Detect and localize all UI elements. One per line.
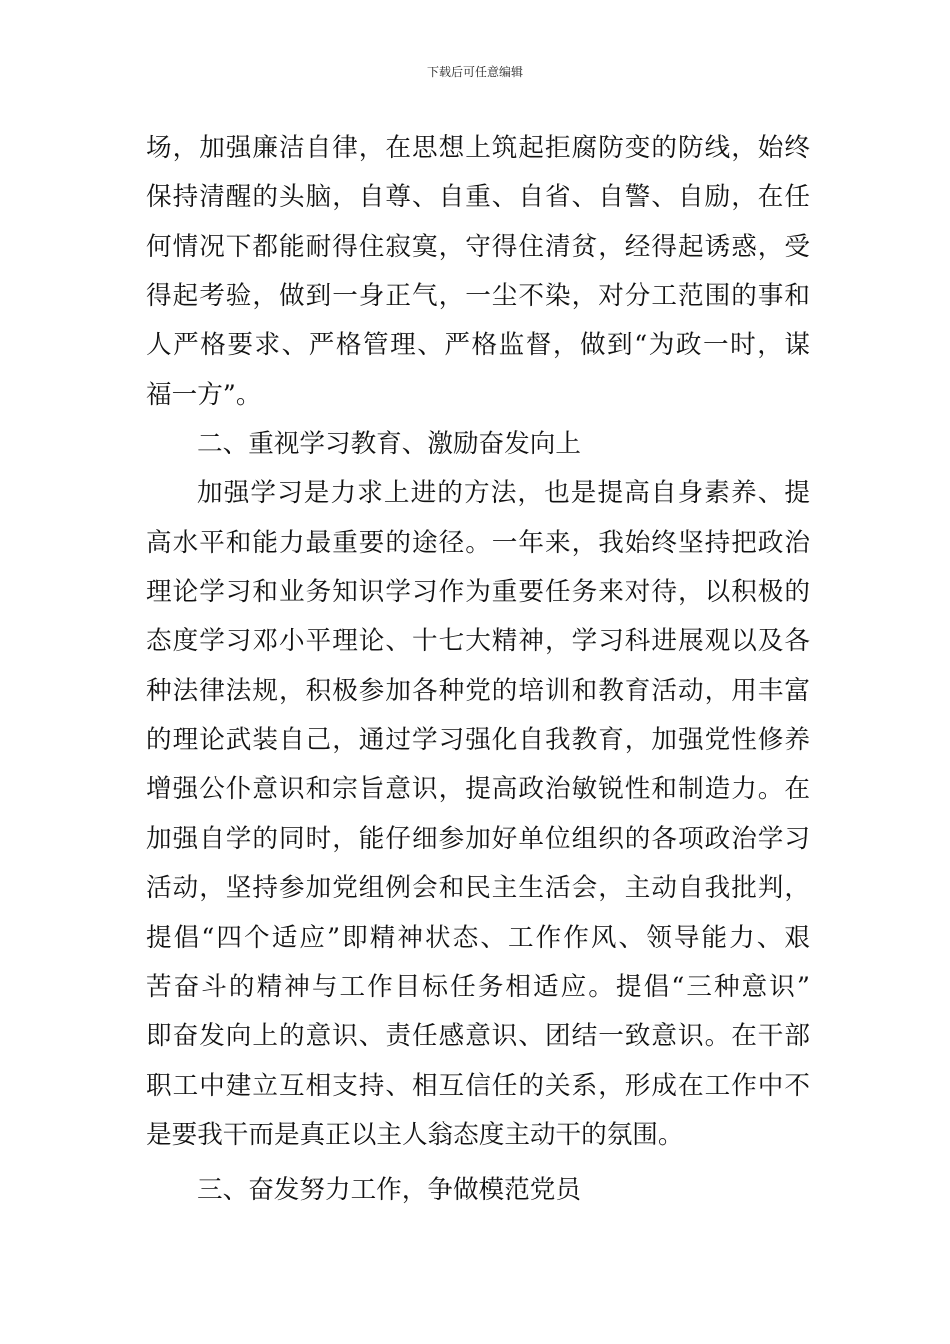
text-line: 场，加强廉洁自律，在思想上筑起拒腐防变的防线，始终 [146, 133, 810, 163]
text-line: 保持清醒的头脑，自尊、自重、自省、自警、自励，在任 [146, 182, 810, 213]
text-line: 种法律法规，积极参加各种党的培训和教育活动，用丰富 [146, 675, 810, 706]
section-heading: 二、重视学习教育、激励奋发向上 [197, 429, 581, 460]
text-line: 人严格要求、严格管理、严格监督，做到“为政一时，谋 [146, 330, 810, 361]
section-heading: 三、奋发努力工作，争做模范党员 [197, 1175, 581, 1206]
text-line: 是要我干而是真正以主人翁态度主动干的氛围。 [146, 1119, 684, 1150]
text-line: 加强学习是力求上进的方法，也是提高自身素养、提 [197, 478, 810, 509]
text-line: 提倡“四个适应”即精神状态、工作作风、领导能力、艰 [146, 922, 810, 953]
text-line: 加强自学的同时，能仔细参加好单位组织的各项政治学习 [146, 823, 810, 854]
text-line: 何情况下都能耐得住寂寞，守得住清贫，经得起诱惑，受 [146, 231, 810, 262]
text-line: 活动，坚持参加党组例会和民主生活会，主动自我批判， [146, 873, 810, 904]
text-line: 理论学习和业务知识学习作为重要任务来对待，以积极的 [146, 577, 810, 608]
page-header: 下载后可任意编辑 [426, 65, 523, 79]
text-line: 职工中建立互相支持、相互信任的关系，形成在工作中不 [146, 1070, 810, 1101]
text-line: 的理论武装自己，通过学习强化自我教育，加强党性修养 [146, 725, 810, 756]
text-line: 增强公仆意识和宗旨意识，提高政治敏锐性和制造力。在 [146, 774, 810, 805]
text-line: 得起考验，做到一身正气，一尘不染，对分工范围的事和 [146, 281, 810, 312]
text-line: 苦奋斗的精神与工作目标任务相适应。提倡“三种意识” [146, 971, 810, 1002]
text-line: 态度学习邓小平理论、十七大精神，学习科进展观以及各 [146, 626, 810, 657]
document-body [146, 124, 810, 1216]
text-line: 福一方”。 [146, 379, 262, 410]
text-line: 即奋发向上的意识、责任感意识、团结一致意识。在干部 [146, 1021, 810, 1052]
text-line: 高水平和能力最重要的途径。一年来，我始终坚持把政治 [146, 527, 810, 558]
